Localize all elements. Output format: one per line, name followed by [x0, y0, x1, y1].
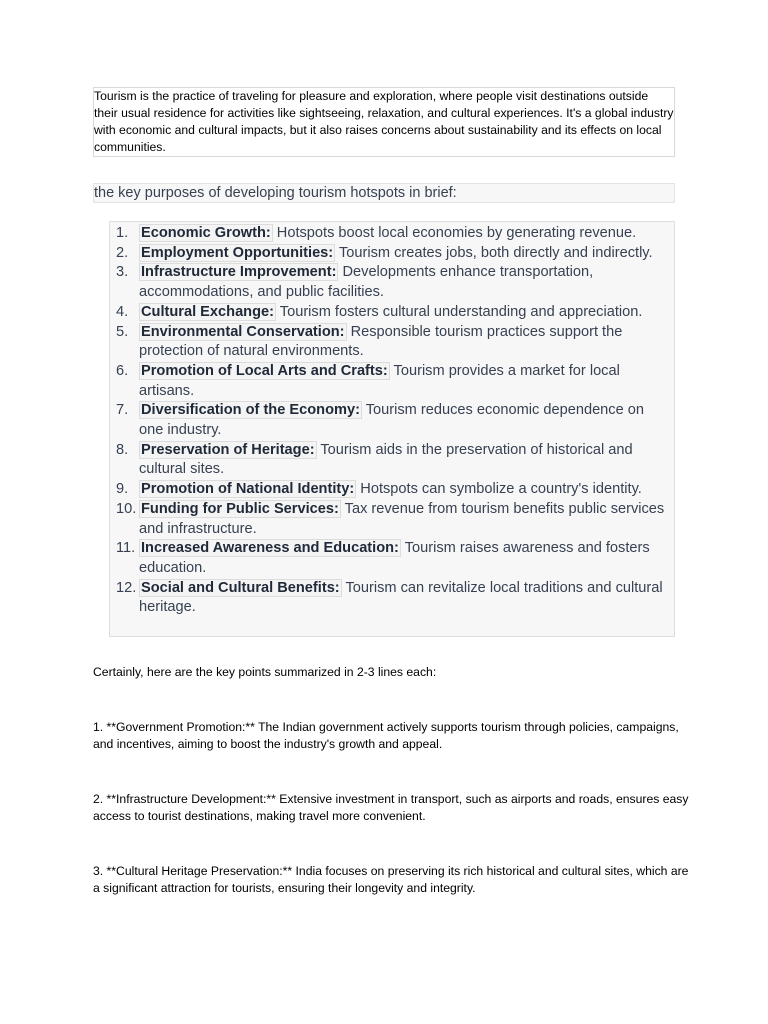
- list-item-desc: Tourism fosters cultural understanding and appreciation.: [276, 303, 643, 320]
- list-item-number: 11.: [116, 540, 136, 557]
- list-item-term: Environmental Conservation:: [141, 323, 345, 340]
- list-item: [110, 401, 674, 440]
- list-item: [110, 244, 674, 264]
- list-item-number: 1.: [116, 225, 129, 241]
- list-item: [110, 500, 674, 539]
- list-item: [110, 224, 674, 244]
- list-item-desc: Hotspots boost local economies by generating revenue.: [272, 225, 637, 241]
- list-item-desc: Tax revenue from tourism benefits public services and infrastructure.: [139, 500, 665, 537]
- summary-point: [93, 719, 693, 753]
- summary-point: [93, 791, 693, 825]
- list-item: [110, 539, 674, 578]
- list-item-number: 9.: [116, 481, 129, 498]
- list-item-term: Employment Opportunities:: [141, 244, 334, 261]
- list-item-number: 5.: [116, 323, 129, 340]
- list-item-number: 7.: [116, 402, 129, 419]
- list-item-desc: Tourism creates jobs, both directly and indirectly.: [335, 244, 653, 261]
- list-item: [110, 323, 674, 362]
- list-item-desc: Hotspots can symbolize a country's identity.: [356, 481, 642, 498]
- summary-point: [93, 863, 693, 897]
- list-item: [110, 362, 674, 401]
- list-item-number: 3.: [116, 264, 129, 281]
- summary-point-text: 2. **Infrastructure Development:** Extensive investment in transport, such as airports and roads, ensures easy access to tourist destinations, making travel more convenient.: [93, 792, 689, 823]
- list-item: [110, 579, 674, 618]
- list-item-term: Promotion of National Identity:: [141, 481, 355, 498]
- summary-intro-text: Certainly, here are the key points summarized in 2-3 lines each:: [93, 665, 437, 679]
- list-item-number: 6.: [116, 362, 129, 379]
- list-item-number: 12.: [116, 579, 137, 596]
- list-item-desc: Tourism can revitalize local traditions and cultural heritage.: [139, 579, 663, 616]
- list-item-term: Cultural Exchange:: [141, 303, 274, 320]
- purposes-heading: the key purposes of developing tourism hotspots in brief:: [93, 183, 675, 203]
- list-item-desc: Tourism raises awareness and fosters education.: [139, 540, 650, 576]
- summary-point-text: 1. **Government Promotion:** The Indian government actively supports tourism through policies, campaigns, and incentives, aiming to boost the industry's growth and appeal.: [93, 720, 679, 751]
- list-item-term: Increased Awareness and Education:: [141, 540, 399, 557]
- list-item-number: 4.: [116, 303, 129, 320]
- list-item-term: Diversification of the Economy:: [141, 402, 360, 419]
- summary-intro: [93, 664, 693, 681]
- list-item-desc: Tourism aids in the preservation of historical and cultural sites.: [139, 441, 633, 478]
- intro-paragraph: Tourism is the practice of traveling for pleasure and exploration, where people visit destinations outside their usual residence for activities like sightseeing, relaxation, and cultural experiences. It's a global industry with economic and cultural impacts, but it also raises concerns about sustainability and its effects on local communities.: [94, 89, 674, 154]
- list-item-term: Economic Growth:: [141, 225, 271, 241]
- purposes-list: [110, 222, 674, 618]
- list-item: [110, 480, 674, 500]
- list-item-term: Promotion of Local Arts and Crafts:: [141, 362, 388, 379]
- purposes-list-box: [109, 221, 675, 637]
- list-item-number: 10.: [116, 500, 137, 517]
- intro-paragraph-box: [93, 87, 675, 157]
- list-item-desc: Tourism provides a market for local artisans.: [139, 362, 620, 399]
- list-item-term: Preservation of Heritage:: [141, 441, 315, 458]
- list-item-term: Social and Cultural Benefits:: [141, 579, 340, 596]
- list-item-desc: Developments enhance transportation, accommodations, and public facilities.: [139, 264, 594, 301]
- list-item-number: 8.: [116, 441, 129, 458]
- list-item: [110, 441, 674, 480]
- summary-point-text: 3. **Cultural Heritage Preservation:** India focuses on preserving its rich historical and cultural sites, which are a significant attraction for tourists, ensuring their longevity and integrity.: [93, 864, 689, 895]
- list-item-desc: Tourism reduces economic dependence on one industry.: [139, 402, 645, 439]
- list-item-term: Funding for Public Services:: [141, 500, 339, 517]
- list-item-desc: Responsible tourism practices support the protection of natural environments.: [139, 323, 623, 360]
- list-item: [110, 263, 674, 302]
- list-item-number: 2.: [116, 244, 129, 261]
- list-item: [110, 303, 674, 323]
- list-item-term: Infrastructure Improvement:: [141, 264, 337, 281]
